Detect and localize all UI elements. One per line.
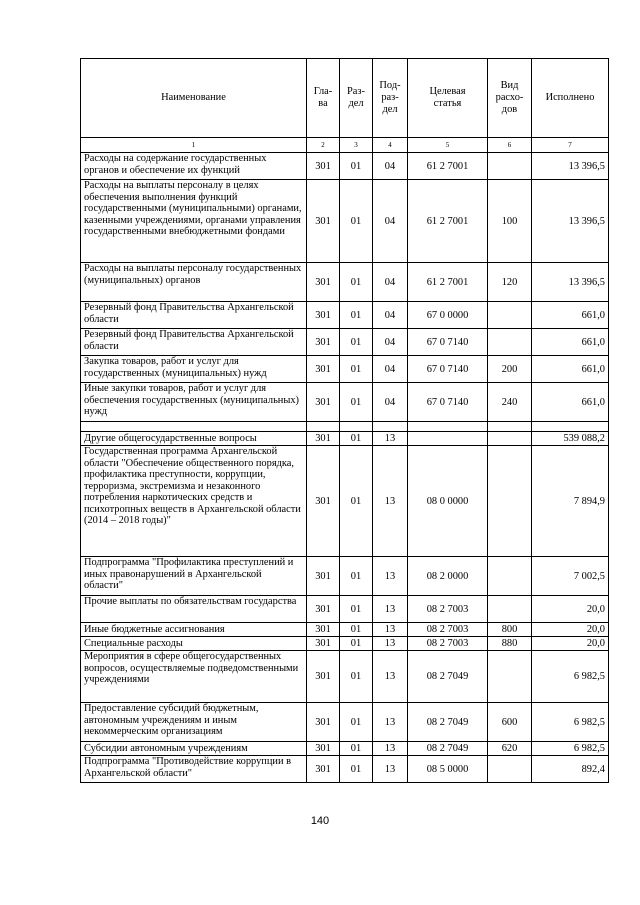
row-target-cell: 08 2 7049 (408, 651, 488, 703)
row-name-cell (81, 422, 307, 432)
row-podrazdel-cell: 04 (373, 180, 408, 263)
row-name-cell: Иные бюджетные ассигнования (81, 623, 307, 637)
row-amount-cell: 13 396,5 (532, 180, 609, 263)
row-vid-cell: 120 (488, 263, 532, 302)
row-podrazdel-cell: 13 (373, 446, 408, 557)
table-row (81, 422, 609, 432)
row-razdel-cell: 01 (340, 302, 373, 329)
row-name-cell: Резервный фонд Правительства Архангельской области (81, 302, 307, 329)
row-target-cell: 67 0 7140 (408, 356, 488, 383)
table-row (81, 557, 609, 596)
header-podrazdel: Под- раз- дел (373, 59, 408, 138)
row-target-cell: 08 0 0000 (408, 446, 488, 557)
row-target-cell: 61 2 7001 (408, 263, 488, 302)
row-vid-cell (488, 329, 532, 356)
row-vid-cell: 240 (488, 383, 532, 422)
header-vid: Вид расхо- дов (488, 59, 532, 138)
row-amount-cell: 7 894,9 (532, 446, 609, 557)
table-row (81, 180, 609, 263)
row-glava-cell: 301 (307, 557, 340, 596)
row-target-cell: 67 0 0000 (408, 302, 488, 329)
row-vid-cell: 100 (488, 180, 532, 263)
row-amount-cell: 20,0 (532, 637, 609, 651)
row-name-cell: Государственная программа Архангельской области "Обеспечение общественного порядка, профилактика преступности, коррупции, терроризма, экстремизма и незаконного потребления наркотических средств и психотропных веществ в Архангельской области (2014 – 2018 годы)" (81, 446, 307, 557)
header-target: Целевая статья (408, 59, 488, 138)
row-target-cell: 08 2 7049 (408, 703, 488, 742)
row-glava-cell: 301 (307, 703, 340, 742)
header-executed: Исполнено (532, 59, 609, 138)
row-amount-cell: 661,0 (532, 383, 609, 422)
row-razdel-cell: 01 (340, 180, 373, 263)
row-podrazdel-cell: 13 (373, 637, 408, 651)
row-amount-cell: 6 982,5 (532, 742, 609, 756)
row-glava-cell: 301 (307, 263, 340, 302)
row-target-cell: 61 2 7001 (408, 180, 488, 263)
row-glava-cell: 301 (307, 742, 340, 756)
row-razdel-cell: 01 (340, 637, 373, 651)
row-razdel-cell: 01 (340, 432, 373, 446)
column-number: 5 (408, 138, 488, 153)
row-vid-cell: 600 (488, 703, 532, 742)
row-name-cell: Предоставление субсидий бюджетным, автономным учреждениям и иным некоммерческим организациям (81, 703, 307, 742)
table-row (81, 637, 609, 651)
row-podrazdel-cell: 04 (373, 263, 408, 302)
column-number-row (81, 138, 609, 153)
table-header-row (81, 59, 609, 138)
row-vid-cell (488, 651, 532, 703)
row-target-cell: 08 2 7003 (408, 623, 488, 637)
row-vid-cell (488, 756, 532, 783)
row-amount-cell (532, 422, 609, 432)
row-amount-cell: 661,0 (532, 302, 609, 329)
row-glava-cell: 301 (307, 180, 340, 263)
row-razdel-cell: 01 (340, 651, 373, 703)
table-row (81, 596, 609, 623)
table-row (81, 432, 609, 446)
row-amount-cell: 661,0 (532, 329, 609, 356)
row-razdel-cell: 01 (340, 623, 373, 637)
row-vid-cell: 880 (488, 637, 532, 651)
budget-table (80, 58, 609, 783)
table-row (81, 356, 609, 383)
row-glava-cell: 301 (307, 153, 340, 180)
row-target-cell: 08 2 0000 (408, 557, 488, 596)
row-razdel-cell: 01 (340, 329, 373, 356)
row-target-cell: 08 2 7003 (408, 637, 488, 651)
row-razdel-cell: 01 (340, 383, 373, 422)
column-number: 6 (488, 138, 532, 153)
row-name-cell: Расходы на содержание государственных органов и обеспечение их функций (81, 153, 307, 180)
row-vid-cell: 800 (488, 623, 532, 637)
row-name-cell: Прочие выплаты по обязательствам государства (81, 596, 307, 623)
row-name-cell: Другие общегосударственные вопросы (81, 432, 307, 446)
row-amount-cell: 13 396,5 (532, 263, 609, 302)
row-podrazdel-cell: 13 (373, 623, 408, 637)
column-number: 7 (532, 138, 609, 153)
table-row (81, 263, 609, 302)
row-vid-cell (488, 153, 532, 180)
row-name-cell: Подпрограмма "Профилактика преступлений и иных правонарушений в Архангельской области" (81, 557, 307, 596)
row-vid-cell (488, 446, 532, 557)
row-glava-cell: 301 (307, 302, 340, 329)
row-name-cell: Закупка товаров, работ и услуг для государственных (муниципальных) нужд (81, 356, 307, 383)
row-glava-cell: 301 (307, 383, 340, 422)
row-name-cell: Резервный фонд Правительства Архангельской области (81, 329, 307, 356)
table-row (81, 153, 609, 180)
row-podrazdel-cell: 13 (373, 756, 408, 783)
row-podrazdel-cell: 13 (373, 596, 408, 623)
row-name-cell: Субсидии автономным учреждениям (81, 742, 307, 756)
row-target-cell: 67 0 7140 (408, 383, 488, 422)
row-razdel-cell: 01 (340, 356, 373, 383)
row-razdel-cell: 01 (340, 742, 373, 756)
table-row (81, 383, 609, 422)
row-vid-cell (488, 557, 532, 596)
row-podrazdel-cell: 04 (373, 329, 408, 356)
row-target-cell: 67 0 7140 (408, 329, 488, 356)
header-razdel: Раз- дел (340, 59, 373, 138)
row-amount-cell: 6 982,5 (532, 651, 609, 703)
table-row (81, 329, 609, 356)
row-amount-cell: 7 002,5 (532, 557, 609, 596)
row-vid-cell (488, 432, 532, 446)
row-amount-cell: 539 088,2 (532, 432, 609, 446)
column-number: 2 (307, 138, 340, 153)
table-row (81, 756, 609, 783)
row-amount-cell: 892,4 (532, 756, 609, 783)
row-glava-cell (307, 422, 340, 432)
row-target-cell (408, 422, 488, 432)
row-name-cell: Расходы на выплаты персоналу государственных (муниципальных) органов (81, 263, 307, 302)
row-podrazdel-cell: 13 (373, 742, 408, 756)
row-razdel-cell: 01 (340, 557, 373, 596)
row-razdel-cell: 01 (340, 153, 373, 180)
header-glava: Гла- ва (307, 59, 340, 138)
row-glava-cell: 301 (307, 356, 340, 383)
row-target-cell: 08 2 7049 (408, 742, 488, 756)
row-target-cell: 08 5 0000 (408, 756, 488, 783)
row-glava-cell: 301 (307, 623, 340, 637)
row-glava-cell: 301 (307, 446, 340, 557)
column-number: 4 (373, 138, 408, 153)
column-number: 1 (81, 138, 307, 153)
table-body (81, 153, 609, 783)
row-vid-cell: 620 (488, 742, 532, 756)
row-glava-cell: 301 (307, 329, 340, 356)
row-amount-cell: 20,0 (532, 596, 609, 623)
row-podrazdel-cell: 04 (373, 383, 408, 422)
row-target-cell (408, 432, 488, 446)
row-glava-cell: 301 (307, 651, 340, 703)
table-row (81, 302, 609, 329)
row-razdel-cell: 01 (340, 756, 373, 783)
row-glava-cell: 301 (307, 756, 340, 783)
row-name-cell: Иные закупки товаров, работ и услуг для обеспечения государственных (муниципальных) нужд (81, 383, 307, 422)
header-name: Наименование (81, 59, 307, 138)
row-podrazdel-cell: 13 (373, 703, 408, 742)
row-podrazdel-cell: 04 (373, 302, 408, 329)
row-vid-cell (488, 302, 532, 329)
table-row (81, 742, 609, 756)
row-podrazdel-cell: 13 (373, 557, 408, 596)
row-glava-cell: 301 (307, 596, 340, 623)
row-name-cell: Мероприятия в сфере общегосударственных вопросов, осуществляемые подведомственными учреждениями (81, 651, 307, 703)
row-razdel-cell: 01 (340, 596, 373, 623)
row-podrazdel-cell: 13 (373, 651, 408, 703)
row-amount-cell: 20,0 (532, 623, 609, 637)
row-glava-cell: 301 (307, 432, 340, 446)
row-target-cell: 61 2 7001 (408, 153, 488, 180)
row-vid-cell (488, 596, 532, 623)
row-name-cell: Подпрограмма "Противодействие коррупции в Архангельской области" (81, 756, 307, 783)
row-razdel-cell (340, 422, 373, 432)
row-amount-cell: 661,0 (532, 356, 609, 383)
row-podrazdel-cell: 04 (373, 153, 408, 180)
row-razdel-cell: 01 (340, 263, 373, 302)
row-razdel-cell: 01 (340, 703, 373, 742)
page-number: 140 (310, 815, 330, 827)
column-number: 3 (340, 138, 373, 153)
row-glava-cell: 301 (307, 637, 340, 651)
table-row (81, 651, 609, 703)
row-podrazdel-cell: 04 (373, 356, 408, 383)
table-row (81, 623, 609, 637)
row-vid-cell: 200 (488, 356, 532, 383)
row-vid-cell (488, 422, 532, 432)
row-amount-cell: 6 982,5 (532, 703, 609, 742)
row-target-cell: 08 2 7003 (408, 596, 488, 623)
row-name-cell: Специальные расходы (81, 637, 307, 651)
row-name-cell: Расходы на выплаты персоналу в целях обеспечения выполнения функций государственными (муниципальными) органами, казенными учреждениями, органами управления государственными внебюджетными фондами (81, 180, 307, 263)
row-razdel-cell: 01 (340, 446, 373, 557)
row-podrazdel-cell (373, 422, 408, 432)
row-podrazdel-cell: 13 (373, 432, 408, 446)
table-row (81, 703, 609, 742)
table-row (81, 446, 609, 557)
row-amount-cell: 13 396,5 (532, 153, 609, 180)
